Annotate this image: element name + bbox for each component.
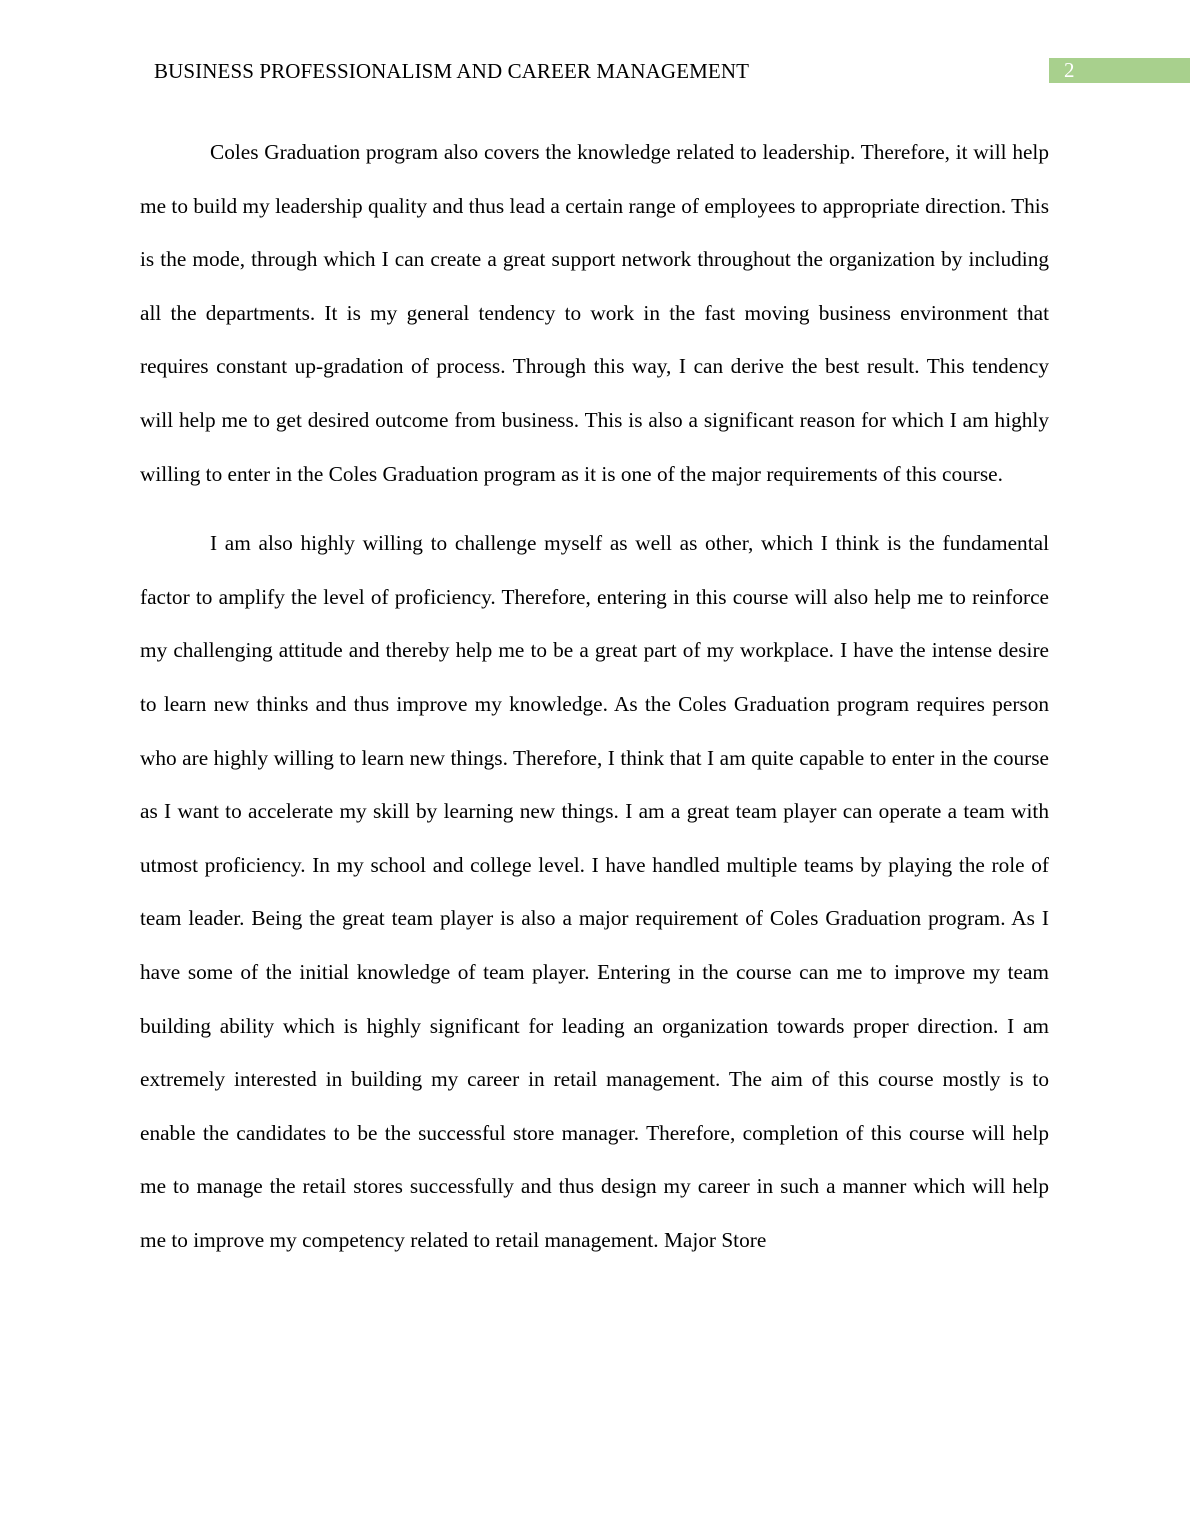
page-number-badge — [1049, 58, 1190, 83]
page-number: 2 — [1064, 58, 1075, 82]
body-paragraph-2: I am also highly willing to challenge myself as well as other, which I think is the fundamental factor to amplify the level of proficiency. Therefore, entering in this course will also help me to reinforce my challenging attitude and thereby help me to be a great part of my workplace. I have the intense desire to learn new thinks and thus improve my knowledge. As the Coles Graduation program requires person who are highly willing to learn new things. Therefore, I think that I am quite capable to enter in the course as I want to accelerate my skill by learning new things. I am a great team player can operate a team with utmost proficiency. In my school and college level. I have handled multiple teams by playing the role of team leader. Being the great team player is also a major requirement of Coles Graduation program. As I have some of the initial knowledge of team player. Entering in the course can me to improve my team building ability which is highly significant for leading an organization towards proper direction. I am extremely interested in building my career in retail management. The aim of this course mostly is to enable the candidates to be the successful store manager. Therefore, completion of this course will help me to manage the retail stores successfully and thus design my career in such a manner which will help me to improve my competency related to retail management. Major Store — [140, 531, 1049, 1252]
body-paragraph-1: Coles Graduation program also covers the knowledge related to leadership. Therefore, it will help me to build my leadership quality and thus lead a certain range of employees to appropriate direction. This is the mode, through which I can create a great support network throughout the organization by including all the departments. It is my general tendency to work in the fast moving business environment that requires constant up-gradation of process. Through this way, I can derive the best result. This tendency will help me to get desired outcome from business. This is also a significant reason for which I am highly willing to enter in the Coles Graduation program as it is one of the major requirements of this course. — [140, 140, 1049, 486]
running-header-title: BUSINESS PROFESSIONALISM AND CAREER MANAGEMENT — [154, 59, 750, 83]
document-body — [140, 126, 1049, 1267]
